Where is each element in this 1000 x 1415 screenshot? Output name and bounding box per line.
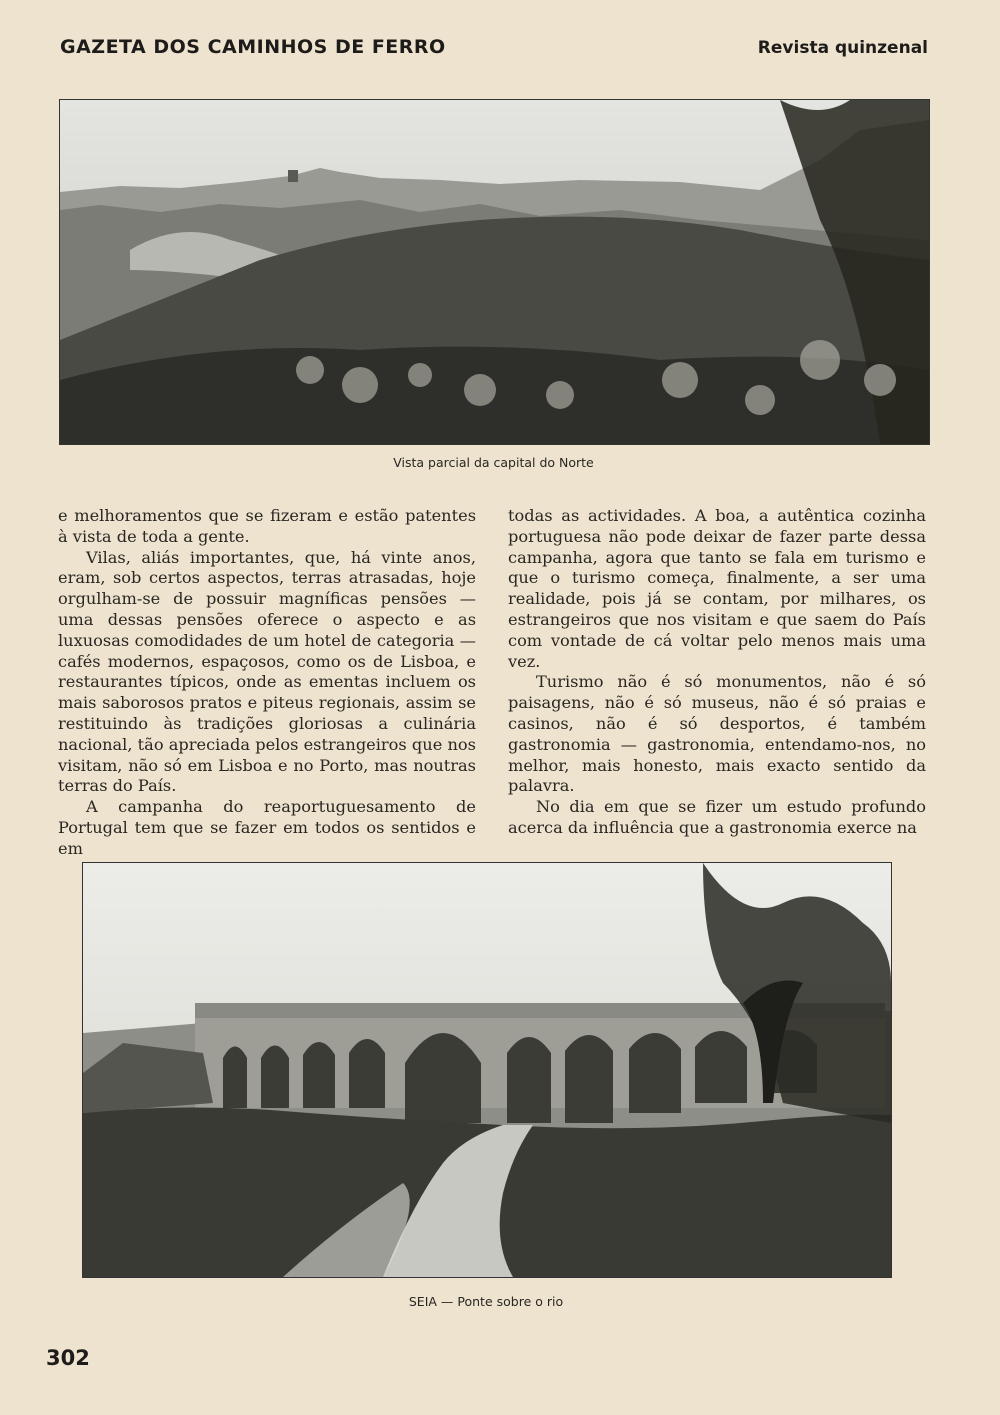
- running-header-title: GAZETA DOS CAMINHOS DE FERRO: [60, 36, 446, 58]
- paragraph: A campanha do reaportuguesamento de Portugal tem que se fazer em todos os sentidos e em: [58, 797, 476, 858]
- left-column: [58, 506, 476, 860]
- paragraph: Vilas, aliás importantes, que, há vinte anos, eram, sob certos aspectos, terras atrasadas, hoje orgulham-se de possuir magníficas pensões — uma dessas pensões oferece o aspecto e as luxuosas comodidades de um hotel de categoria — cafés modernos, espaçosos, como os de Lisboa, e restaurantes típicos, onde as ementas incluem os mais saborosos pratos e piteus regionais, assim se restituindo às tradições gloriosas a culinária nacional, tão apreciada pelos estrangeiros que nos visitam, não só em Lisboa e no Porto, mas noutras terras do País.: [58, 547, 476, 796]
- paragraph: No dia em que se fizer um estudo profundo acerca da influência que a gastronomia exerce na: [508, 797, 926, 837]
- right-column: [508, 506, 926, 839]
- bridge-photo: [82, 862, 892, 1278]
- paragraph: todas as actividades. A boa, a autêntica cozinha portuguesa não pode deixar de fazer parte dessa campanha, agora que tanto se fala em turismo e que o turismo começa, finalmente, a ser uma realidade, pois já se contam, por milhares, os estrangeiros que nos visitam e que saem do País com vontade de cá voltar pelo menos mais uma vez.: [508, 506, 926, 671]
- paragraph: e melhoramentos que se fizeram e estão patentes à vista de toda a gente.: [58, 506, 476, 546]
- paragraph: Turismo não é só monumentos, não é só paisagens, não é só museus, não é só praias e casinos, não é só desportos, é também gastronomia — gastronomia, entendamo-nos, no melhor, mais honesto, mais exacto sentido da palavra.: [508, 672, 926, 796]
- page-number: 302: [46, 1346, 90, 1370]
- bottom-photo-caption: SEIA — Ponte sobre o rio: [408, 1294, 564, 1309]
- running-header-subtitle: Revista quinzenal: [757, 38, 928, 58]
- top-photo-caption: Vista parcial da capital do Norte: [393, 455, 594, 470]
- city-panorama-photo: [59, 99, 930, 445]
